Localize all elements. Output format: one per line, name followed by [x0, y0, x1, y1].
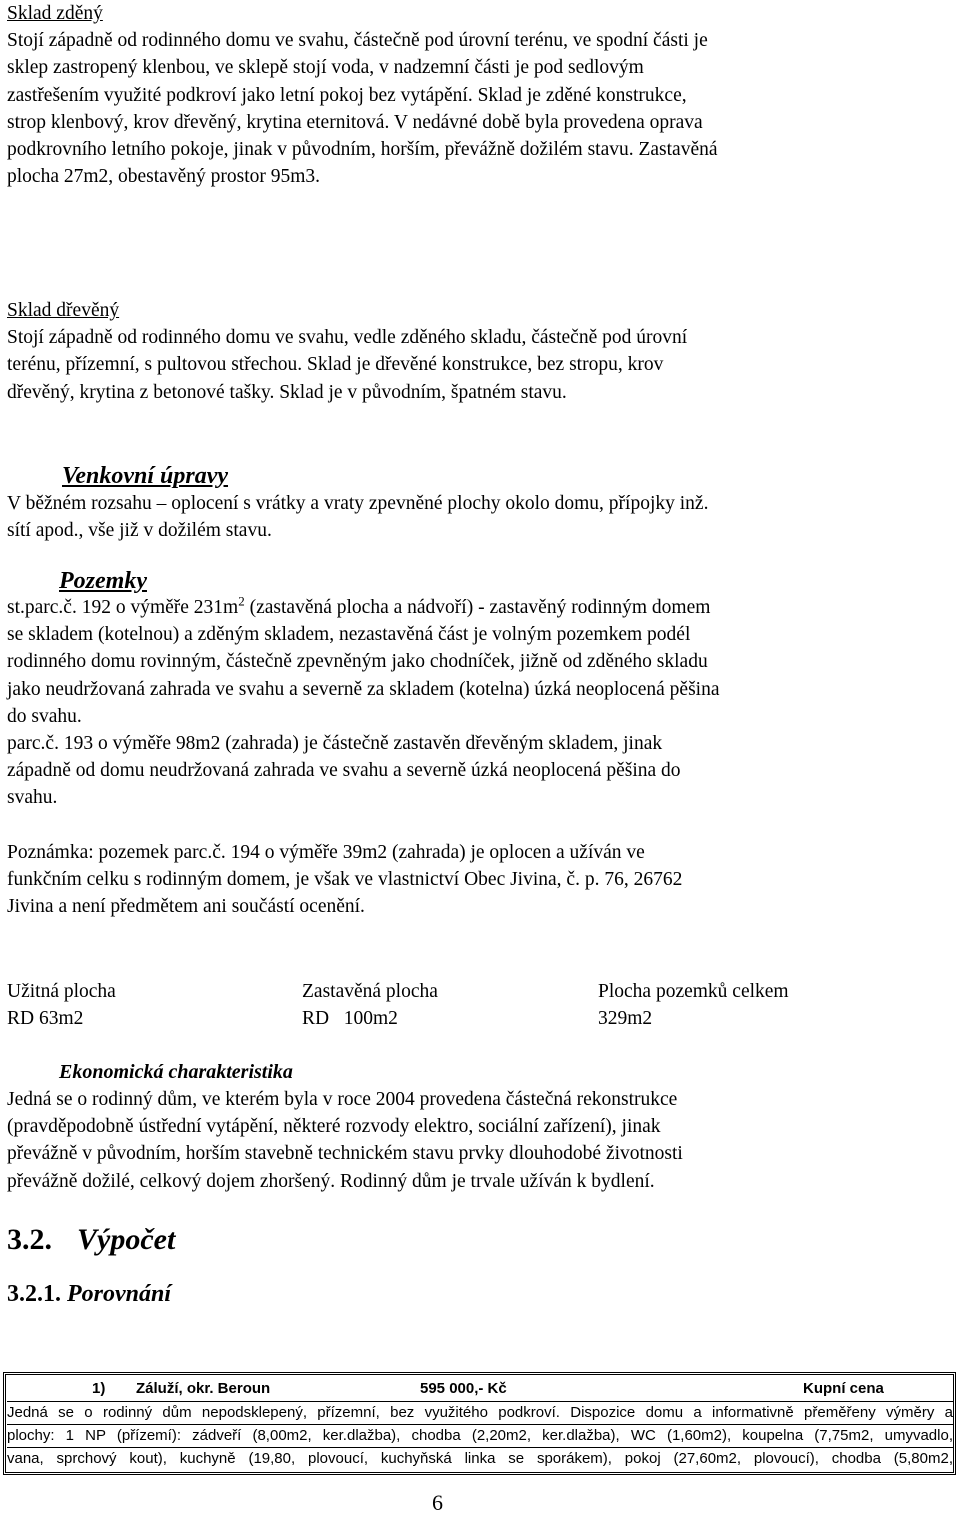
section-ekonomicka	[7, 1086, 873, 1195]
parcel-text: (zastavěná plocha a nádvoří) - zastavěný rodinným domem	[244, 597, 711, 618]
comparison-header	[7, 1376, 953, 1401]
heading-text: Výpočet	[77, 1223, 176, 1256]
paragraph-line: Poznámka: pozemek parc.č. 194 o výměře 39m2 (zahrada) je oplocen a užíván ve	[7, 841, 645, 863]
paragraph-line: strop klenbový, krov dřevěný, krytina eternitová. V nedávné době byla provedena oprava	[7, 111, 703, 133]
comparison-line: vana, sprchový kout), kuchyně (19,80, plovoucí, kuchyňská linka se sporákem), pokoj (27,60m2, plovoucí), chodba (5,80m2,	[7, 1447, 953, 1470]
paragraph-line: Stojí západně od rodinného domu ve svahu, vedle zděného skladu, částečně pod úrovní	[7, 327, 688, 349]
areas-header: Zastavěná plocha	[302, 981, 438, 1002]
paragraph-line: rodinného domu rovinným, částečně zpevněným jako chodníček, jižně od zděného skladu	[7, 651, 708, 673]
heading-porovnani	[7, 1279, 171, 1309]
paragraph-line: se skladem (kotelnou) a zděným skladem, nezastavěná část je volným pozemkem podél	[7, 624, 691, 646]
comparison-price: 595 000,- Kč	[420, 1380, 507, 1397]
heading-text: Porovnání	[67, 1281, 172, 1307]
section-sklad-dreveny	[7, 297, 873, 406]
paragraph-line: převážně dožilé, celkový dojem zhoršený. Rodinný dům je trvale užíván k bydlení.	[7, 1170, 655, 1192]
section-title: Sklad zděný	[7, 3, 103, 24]
paragraph-line: dřevěný, krytina z betonové tašky. Sklad je v původním, špatném stavu.	[7, 381, 567, 403]
paragraph-line: Jivina a není předmětem ani součástí ocenění.	[7, 896, 365, 918]
comparison-index: 1)	[92, 1380, 106, 1397]
comparison-line: plochy: 1 NP (přízemí): zádveří (8,00m2, ker.dlažba), chodba (2,20m2, ker.dlažba), WC (1,60m2), koupelna (7,75m2, umyvadlo,	[7, 1424, 953, 1447]
paragraph-line: zastřešením využité podkroví jako letní pokoj bez vytápění. Sklad je zděné konstrukce,	[7, 84, 687, 106]
paragraph-line: plocha 27m2, obestavěný prostor 95m3.	[7, 166, 321, 188]
comparison-table	[7, 1376, 953, 1470]
page-number: 6	[432, 1490, 443, 1515]
paragraph-line	[7, 594, 873, 621]
section-title: Sklad dřevěný	[7, 300, 120, 321]
comparison-location: Záluží, okr. Beroun	[136, 1380, 271, 1397]
paragraph-line: terénu, přízemní, s pultovou střechou. Sklad je dřevěné konstrukce, bez stropu, krov	[7, 354, 664, 376]
paragraph-line: (pravděpodobně ústřední vytápění, některé rozvody elektro, sociální zařízení), jinak	[7, 1116, 661, 1138]
areas-header: Užitná plocha	[7, 981, 116, 1002]
heading-ekonomicka: Ekonomická charakteristika	[59, 1061, 293, 1083]
paragraph-line: svahu.	[7, 787, 58, 809]
paragraph-line: do svahu.	[7, 705, 82, 727]
heading-venkovni-upravy: Venkovní úpravy	[62, 463, 229, 489]
paragraph-line: podkrovního letního pokoje, jinak v původním, horším, převážně dožilém stavu. Zastavěná	[7, 139, 718, 161]
heading-pozemky: Pozemky	[59, 568, 147, 594]
areas-value: RD 63m2	[7, 1008, 84, 1029]
areas-value-row	[7, 1005, 907, 1032]
spacer	[7, 812, 873, 839]
paragraph-line: Stojí západně od rodinného domu ve svahu, částečně pod úrovní terénu, ve spodní části je	[7, 30, 708, 52]
areas-header-row	[7, 978, 907, 1005]
superscript: 2	[238, 593, 245, 609]
paragraph-line: převážně v původním, horším stavebně technickém stavu prvky dlouhodobé životnosti	[7, 1143, 683, 1165]
paragraph-line: funkčním celku s rodinným domem, je však ve vlastnictví Obec Jivina, č. p. 76, 26762	[7, 869, 683, 891]
heading-vypocet	[7, 1222, 175, 1258]
paragraph-line: západně od domu neudržovaná zahrada ve svahu a severně úzká neoplocená pěšina do	[7, 760, 681, 782]
paragraph-line: Jedná se o rodinný dům, ve kterém byla v roce 2004 provedena částečná rekonstrukce	[7, 1089, 678, 1110]
areas-value: 329m2	[598, 1008, 653, 1029]
paragraph-line: sklep zastropený klenbou, ve sklepě stojí voda, v nadzemní části je pod sedlovým	[7, 57, 644, 79]
section-pozemky	[7, 594, 873, 920]
paragraph-line: sítí apod., vše již v dožilém stavu.	[7, 520, 272, 542]
section-sklad-zdeny	[7, 0, 873, 190]
section-venkovni	[7, 490, 873, 544]
areas-value: RD 100m2	[302, 1008, 398, 1029]
comparison-line: Jedná se o rodinný dům nepodsklepený, přízemní, bez využitého podkroví. Dispozice domu a informativně přeměřeny výměry a	[7, 1401, 953, 1424]
paragraph-line: V běžném rozsahu – oplocení s vrátky a vraty zpevněné plochy okolo domu, přípojky inž.	[7, 493, 709, 514]
areas-header: Plocha pozemků celkem	[598, 981, 789, 1002]
paragraph-line: jako neudržovaná zahrada ve svahu a severně za skladem (kotelna) úzká neoplocená pěšina	[7, 678, 720, 700]
heading-number: 3.2.1.	[7, 1281, 61, 1307]
paragraph-line: parc.č. 193 o výměře 98m2 (zahrada) je částečně zastavěn dřevěným skladem, jinak	[7, 733, 663, 755]
heading-number: 3.2.	[7, 1223, 52, 1256]
comparison-type: Kupní cena	[803, 1380, 884, 1397]
parcel-text: st.parc.č. 192 o výměře 231m	[7, 597, 239, 618]
areas-table	[7, 978, 907, 1032]
